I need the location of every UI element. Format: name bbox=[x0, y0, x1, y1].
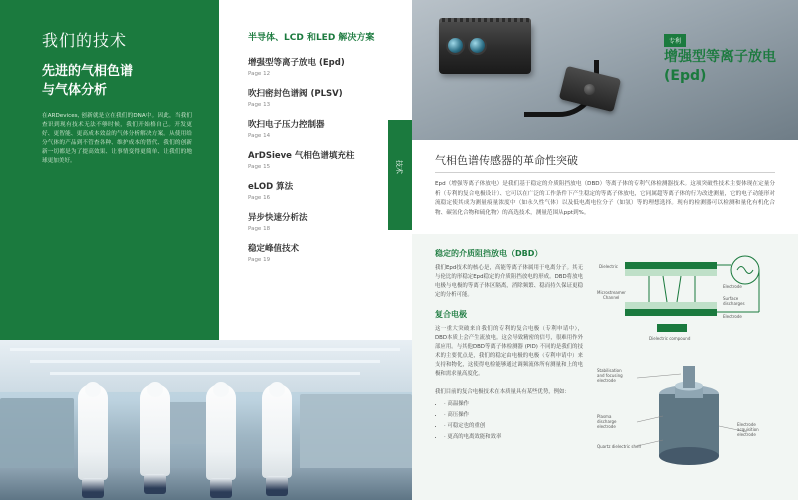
svg-text:electrode: electrode bbox=[597, 424, 616, 429]
svg-text:Channel: Channel bbox=[603, 295, 620, 300]
svg-text:discharges: discharges bbox=[723, 301, 745, 306]
list-item: • · 可稳定也的重创 bbox=[444, 422, 583, 431]
section-divider bbox=[435, 172, 775, 173]
toc-item-fast-analysis[interactable] bbox=[248, 212, 383, 232]
product-title: 增强型等离子放电 (Epd) bbox=[664, 49, 776, 84]
toc-item-title: 吹扫电子压力控制器 bbox=[248, 120, 325, 130]
toc-item-stable-peak[interactable] bbox=[248, 243, 383, 263]
toc-item-page: Page 16 bbox=[248, 195, 271, 201]
technology-detail-block bbox=[412, 234, 798, 500]
dbd-schematic-svg bbox=[597, 252, 777, 344]
svg-text:electrode: electrode bbox=[737, 432, 756, 437]
toc-item-page: Page 14 bbox=[248, 133, 271, 139]
photo-ceiling-line bbox=[30, 360, 380, 363]
svg-text:electrode: electrode bbox=[597, 378, 616, 383]
toc-item-page: Page 12 bbox=[248, 71, 271, 77]
list-item: • · 更高的电离效能和效率 bbox=[444, 433, 583, 442]
panel-body: 在ARDevices, 创新就是立在我们的DNA中。因此，当我们查识到现有技术无法不够时候，我们开始格自己。开发更好、更智能、更高成本效益的气体分析解决方案。从使用给分气体的产品到不管查各种、维护成本的替代、我们的创新新一切都是为了提高效果、让事情变得更简单、让我们的地球更加美好。 bbox=[42, 113, 192, 164]
spine-label: 技术 bbox=[395, 160, 403, 174]
section-body: Epd（增强等离子体放电）是我们基于稳定的介质阻挡放电（DBD）等离子体的专利气体检测器技术。这项突破性技术主要体现在定量分析（专利的复合电极设计）、它可以在广泛的工作条件下产生稳定的等离子体放电，它同属超等离子体的行为改进测量，它的电子动能形对流稳定使其成为测量痕量浓度中（如永久性气体）以及低电离电位分子（如氢）等的理想选择。现有的检测器可以检测和量化有机化合物、碳氢化合物和硫化物）的高选技术，测量范围从ppt到%。 bbox=[435, 181, 775, 216]
photo-worker bbox=[262, 384, 292, 478]
photo-worker-legs bbox=[266, 476, 288, 496]
svg-text:Stabilisation: Stabilisation bbox=[597, 368, 622, 373]
advantages-list bbox=[435, 400, 583, 442]
toc-item-page: Page 15 bbox=[248, 164, 271, 170]
toc-item-page: Page 13 bbox=[248, 102, 271, 108]
composite-electrode-paragraph: 这一重大突破来自我们的专利的复合电极（专利申请中），DBD本质上会产生流放电。这会导致精密的信号，很难用作外部应用。与其他DBD等离子体检测器 (PID) 不同的是我们的技术的主要优点是，我们的稳定由电极的电极（专利申请中）来支持和物化，这使得电检能够通过调频流体所有测量和上的电极和需求量高度化。 bbox=[435, 326, 583, 377]
svg-text:Dielectric: Dielectric bbox=[599, 264, 618, 269]
dbd-heading: 稳定的介质阻挡放电（DBD） bbox=[435, 249, 543, 258]
toc-item-epd[interactable] bbox=[248, 57, 383, 77]
dbd-schematic-diagram bbox=[597, 252, 777, 344]
toc-heading: 半导体、LCD 和LED 解决方案 bbox=[248, 33, 375, 43]
svg-text:Electrode: Electrode bbox=[723, 284, 742, 289]
photo-worker-legs bbox=[82, 478, 104, 498]
dbd-paragraph: 我们Epd技术的核心是，高能等离子体属用于电离分子。其无与伦比的形稳定Epd稳定的介质阻挡放电的形成。DBD将放电电极与电极的等离子体区隔离，消除频繁、稳而持久保证更稳定的分析可能。 bbox=[435, 265, 583, 298]
photo-worker-legs bbox=[210, 478, 232, 498]
photo-worker bbox=[206, 384, 236, 480]
section-heading: 气相色谱传感器的革命性突破 bbox=[435, 154, 578, 167]
detail-text-column bbox=[435, 248, 583, 444]
left-intro-panel bbox=[0, 0, 219, 340]
toc-item-title: eLOD 算法 bbox=[248, 182, 294, 192]
toc-item-title: ArDSieve 气相色谱填充柱 bbox=[248, 151, 355, 161]
photo-worker-legs bbox=[144, 474, 166, 494]
toc-item-title: 异步快速分析法 bbox=[248, 213, 308, 223]
svg-text:Electrode: Electrode bbox=[737, 422, 756, 427]
toc-item-title: 吹扫密封色谱阀 (PLSV) bbox=[248, 89, 343, 99]
panel-title: 我们的技术 bbox=[42, 31, 128, 50]
panel-subtitle: 先进的气相色谱 与气体分析 bbox=[42, 64, 134, 98]
patent-badge: 专利 bbox=[664, 34, 686, 47]
toc-item-page: Page 19 bbox=[248, 257, 271, 263]
toc-item-elod[interactable] bbox=[248, 181, 383, 201]
list-item: • · 高压操作 bbox=[444, 411, 583, 420]
advantages-lead: 我们目前的复合电极技术在本质量具有某些优势，例如： bbox=[435, 389, 570, 395]
detector-port-icon bbox=[468, 36, 487, 55]
toc-item-epc[interactable] bbox=[248, 119, 383, 139]
svg-text:Microstreamer: Microstreamer bbox=[597, 290, 626, 295]
photo-worker bbox=[140, 384, 170, 476]
electrode-assembly-svg bbox=[597, 360, 777, 482]
photo-ceiling-line bbox=[10, 348, 400, 351]
cleanroom-photo bbox=[0, 340, 412, 500]
toc-item-title: 增强型等离子放电 (Epd) bbox=[248, 58, 345, 68]
table-of-contents bbox=[248, 32, 383, 274]
composite-electrode-heading: 复合电极 bbox=[435, 310, 467, 319]
photo-equipment bbox=[300, 394, 412, 474]
right-page bbox=[412, 0, 798, 500]
svg-text:Electrode: Electrode bbox=[723, 314, 742, 319]
detector-port-icon bbox=[446, 36, 465, 55]
list-item: • · 高温操作 bbox=[444, 400, 583, 409]
photo-worker bbox=[78, 384, 108, 480]
toc-item-title: 稳定峰值技术 bbox=[248, 244, 300, 254]
toc-item-page: Page 18 bbox=[248, 226, 271, 232]
section-spine-tab bbox=[388, 120, 412, 230]
svg-text:Dielectric compound: Dielectric compound bbox=[649, 336, 691, 341]
toc-item-plsv[interactable] bbox=[248, 88, 383, 108]
photo-equipment bbox=[0, 398, 74, 472]
svg-text:Quartz dielectric shell: Quartz dielectric shell bbox=[597, 444, 641, 449]
svg-text:Plasma: Plasma bbox=[597, 414, 612, 419]
electrode-assembly-diagram bbox=[597, 360, 777, 482]
toc-item-ardsieve[interactable] bbox=[248, 150, 383, 170]
photo-ceiling-line bbox=[50, 372, 360, 375]
svg-text:acquisition: acquisition bbox=[737, 427, 759, 432]
svg-text:and focusing: and focusing bbox=[597, 373, 623, 378]
svg-text:discharge: discharge bbox=[597, 419, 617, 424]
svg-text:Surface: Surface bbox=[723, 296, 739, 301]
